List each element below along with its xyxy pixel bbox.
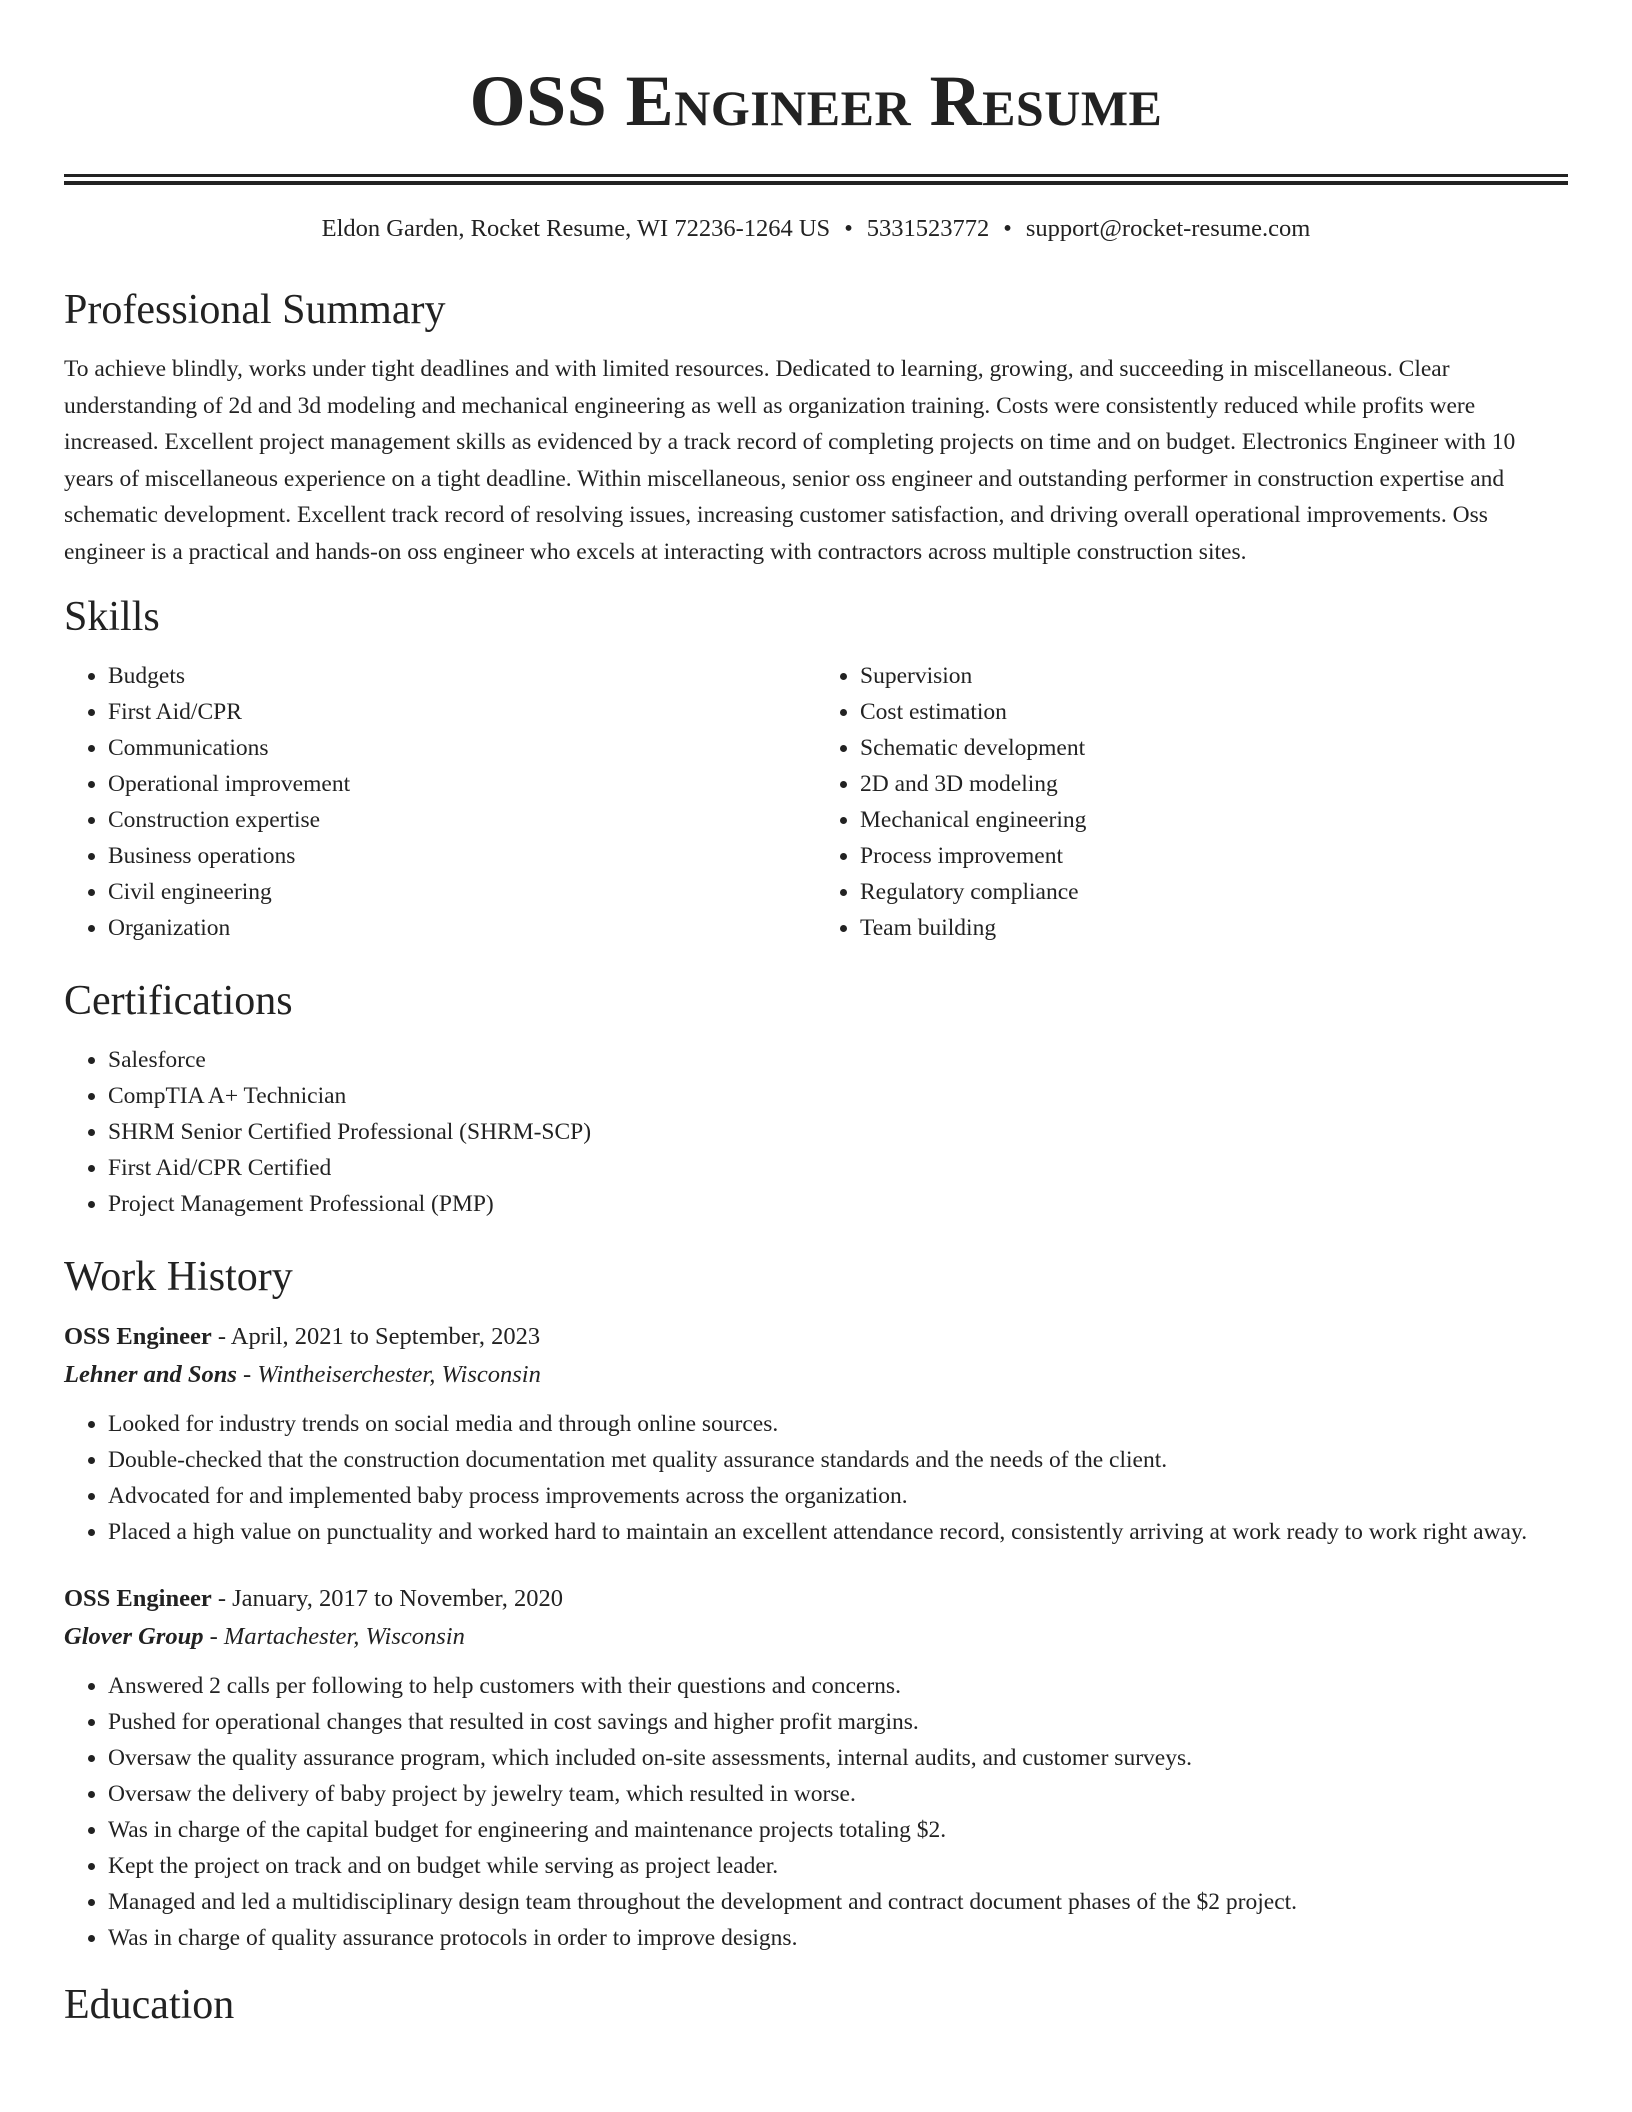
certification-item: • Project Management Professional (PMP) <box>108 1186 1568 1222</box>
skill-item: • Business operations <box>108 838 816 874</box>
job-bullet: • Advocated for and implemented baby process improvements across the organization. <box>108 1478 1568 1514</box>
job-dates: - January, 2017 to November, 2020 <box>217 1585 563 1612</box>
summary-heading: Professional Summary <box>64 287 446 333</box>
job-bullet: • Double-checked that the construction documentation met quality assurance standards and the needs of the client. <box>108 1442 1568 1478</box>
skill-item: • First Aid/CPR <box>108 694 816 730</box>
skills-columns <box>64 658 1568 946</box>
job-location: - Martachester, Wisconsin <box>209 1623 465 1650</box>
title-divider <box>64 174 1568 185</box>
job-bullet: • Placed a high value on punctuality and worked hard to maintain an excellent attendance record, consistently arriving at work ready to work right away. <box>108 1514 1568 1550</box>
job-bullet: • Managed and led a multidisciplinary design team throughout the development and contract document phases of the $2 project. <box>108 1884 1568 1920</box>
job-title: OSS Engineer <box>64 1323 212 1350</box>
skill-item: • 2D and 3D modeling <box>860 766 1568 802</box>
skill-item: • Process improvement <box>860 838 1568 874</box>
skill-item: • Mechanical engineering <box>860 802 1568 838</box>
skill-item: • Supervision <box>860 658 1568 694</box>
certification-item: • Salesforce <box>108 1042 1568 1078</box>
skill-item: • Communications <box>108 730 816 766</box>
contact-phone: 5331523772 <box>866 215 990 242</box>
job-bullet: • Kept the project on track and on budget while serving as project leader. <box>108 1848 1568 1884</box>
skill-item: • Regulatory compliance <box>860 874 1568 910</box>
skill-item: • Cost estimation <box>860 694 1568 730</box>
job-bullet: • Was in charge of quality assurance protocols in order to improve designs. <box>108 1920 1568 1956</box>
skill-item: • Schematic development <box>860 730 1568 766</box>
resume-title: OSS Engineer Resume <box>469 61 1163 141</box>
job-title-line <box>64 1318 1568 1356</box>
job-company-line <box>64 1356 1568 1394</box>
job-bullet: • Pushed for operational changes that resulted in cost savings and higher profit margins. <box>108 1704 1568 1740</box>
certification-item: • SHRM Senior Certified Professional (SHRM-SCP) <box>108 1114 1568 1150</box>
certification-item: • First Aid/CPR Certified <box>108 1150 1568 1186</box>
skill-item: • Budgets <box>108 658 816 694</box>
job-title: OSS Engineer <box>64 1585 212 1612</box>
job-entry <box>64 1580 1568 1956</box>
skill-item: • Operational improvement <box>108 766 816 802</box>
certification-item: • CompTIA A+ Technician <box>108 1078 1568 1114</box>
work-history-heading: Work History <box>64 1254 293 1300</box>
job-bullets <box>64 1668 1568 1956</box>
skills-list-right <box>816 658 1568 946</box>
contact-line <box>64 213 1568 245</box>
job-bullet: • Was in charge of the capital budget for engineering and maintenance projects totaling $2. <box>108 1812 1568 1848</box>
contact-email[interactable]: support@rocket-resume.com <box>1025 215 1311 242</box>
job-title-line <box>64 1580 1568 1618</box>
job-bullet: • Answered 2 calls per following to help customers with their questions and concerns. <box>108 1668 1568 1704</box>
contact-address: Eldon Garden, Rocket Resume, WI 72236-1264 US <box>321 215 831 242</box>
skills-list-left <box>64 658 816 946</box>
skill-item: • Organization <box>108 910 816 946</box>
job-bullet: • Oversaw the delivery of baby project by jewelry team, which resulted in worse. <box>108 1776 1568 1812</box>
skill-item: • Construction expertise <box>108 802 816 838</box>
job-location: - Wintheiserchester, Wisconsin <box>243 1361 541 1388</box>
job-company: Lehner and Sons <box>64 1361 237 1388</box>
contact-separator: • <box>844 215 853 242</box>
job-dates: - April, 2021 to September, 2023 <box>217 1323 541 1350</box>
certifications-heading: Certifications <box>64 978 293 1024</box>
skill-item: • Team building <box>860 910 1568 946</box>
certifications-list <box>64 1042 1568 1222</box>
job-entry <box>64 1318 1568 1550</box>
skill-item: • Civil engineering <box>108 874 816 910</box>
job-bullets <box>64 1406 1568 1550</box>
education-heading: Education <box>64 1982 235 2028</box>
resume-page <box>64 0 1568 2030</box>
job-bullet: • Looked for industry trends on social media and through online sources. <box>108 1406 1568 1442</box>
job-company: Glover Group <box>64 1623 204 1650</box>
job-company-line <box>64 1618 1568 1656</box>
contact-separator: • <box>1003 215 1012 242</box>
job-bullet: • Oversaw the quality assurance program, which included on-site assessments, internal audits, and customer surveys. <box>108 1740 1568 1776</box>
skills-heading: Skills <box>64 594 160 640</box>
summary-text: To achieve blindly, works under tight deadlines and with limited resources. Dedicated to learning, growing, and succeeding in miscellaneous. Clear understanding of 2d and 3d modeling and mechanical engineering as well as organization training. Costs were consistently reduced while profits were increased. Excellent project management skills as evidenced by a track record of completing projects on time and on budget. Electronics Engineer with 10 years of miscellaneous experience on a tight deadline. Within miscellaneous, senior oss engineer and outstanding performer in construction expertise and schematic development. Excellent track record of resolving issues, increasing customer satisfaction, and driving overall operational improvements. Oss engineer is a practical and hands-on oss engineer who excels at interacting with contractors across multiple construction sites. <box>64 356 1516 565</box>
